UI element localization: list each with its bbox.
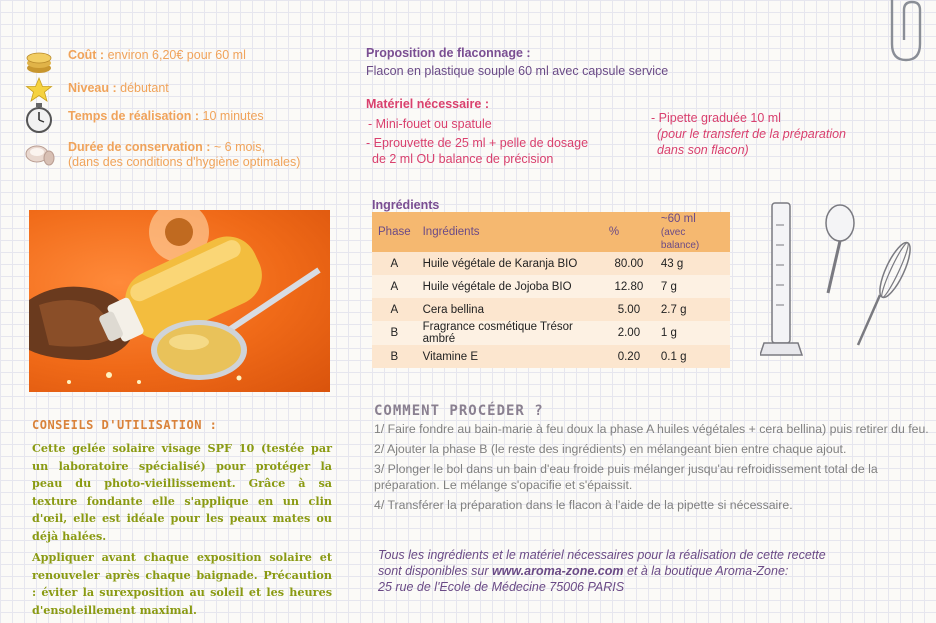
star-icon bbox=[22, 76, 56, 104]
availability-note bbox=[378, 547, 826, 595]
procedure-step: 2/ Ajouter la phase B (le reste des ingrédients) en mélangeant bien entre chaque ajout. bbox=[374, 442, 847, 456]
cell-quantity: 7 g bbox=[655, 275, 730, 298]
graduated-cylinder-icon bbox=[760, 203, 802, 355]
cell-quantity: 43 g bbox=[655, 252, 730, 275]
cell-phase: B bbox=[372, 345, 417, 368]
cell-percent: 0.20 bbox=[603, 345, 655, 368]
conservation-note: (dans des conditions d'hygiène optimales) bbox=[68, 155, 301, 169]
info-level bbox=[22, 76, 169, 104]
table-row bbox=[372, 321, 730, 345]
header-percent: % bbox=[603, 212, 655, 252]
header-phase: Phase bbox=[372, 212, 417, 252]
cell-ingredient: Huile végétale de Karanja BIO bbox=[417, 252, 603, 275]
cream-jar-icon bbox=[22, 140, 56, 168]
table-row bbox=[372, 275, 730, 298]
level-value: débutant bbox=[116, 81, 169, 95]
flaconnage-text: Flacon en plastique souple 60 ml avec capsule service bbox=[366, 64, 669, 78]
stopwatch-icon bbox=[22, 102, 56, 134]
materiel-item-pipette-line1: - Pipette graduée 10 ml bbox=[651, 111, 781, 125]
procedure-title: COMMENT PROCÉDER ? bbox=[374, 403, 544, 419]
cell-percent: 80.00 bbox=[603, 252, 655, 275]
cell-percent: 12.80 bbox=[603, 275, 655, 298]
header-quantity-line2: (avec balance) bbox=[660, 226, 700, 251]
materiel-item-whisk: - Mini-fouet ou spatule bbox=[368, 117, 492, 131]
cell-phase: A bbox=[372, 275, 417, 298]
whisk-icon bbox=[858, 239, 916, 345]
materiel-title: Matériel nécessaire : bbox=[366, 97, 489, 111]
table-row bbox=[372, 252, 730, 275]
conseils-paragraph-1: Cette gelée solaire visage SPF 10 (testée par un laboratoire spécialisé) pour protéger la peau du photo-vieillissement. Grâce à sa texture fondante elle s'applique en un clin d'œil, elle est idéale pour les peaux mates ou déjà halées. bbox=[32, 441, 332, 543]
paper-clip-icon bbox=[880, 0, 930, 66]
availability-line1: Tous les ingrédients et le matériel nécessaires pour la réalisation de cette recette bbox=[378, 548, 826, 562]
cell-quantity: 1 g bbox=[655, 321, 730, 345]
cell-phase: A bbox=[372, 252, 417, 275]
cell-phase: A bbox=[372, 298, 417, 321]
conseils-text bbox=[32, 440, 332, 623]
table-row bbox=[372, 298, 730, 321]
cell-quantity: 0.1 g bbox=[655, 345, 730, 368]
conservation-label: Durée de conservation : bbox=[68, 140, 211, 154]
ingredients-header-row bbox=[372, 212, 730, 252]
materiel-item-cylinder bbox=[366, 135, 588, 167]
materiel-item-cylinder-line1: - Eprouvette de 25 ml + pelle de dosage bbox=[366, 136, 589, 150]
procedure-steps bbox=[374, 421, 929, 517]
conseils-title: CONSEILS D'UTILISATION : bbox=[32, 418, 218, 432]
info-conservation bbox=[22, 140, 300, 170]
availability-line2-post: et à la boutique Aroma-Zone: bbox=[623, 564, 789, 578]
product-photo bbox=[29, 210, 330, 392]
time-value: 10 minutes bbox=[199, 109, 264, 123]
shop-address: 25 rue de l'Ecole de Médecine 75006 PARIS bbox=[378, 580, 625, 594]
flaconnage-title: Proposition de flaconnage : bbox=[366, 46, 531, 60]
conservation-value: ~ 6 mois, bbox=[210, 140, 265, 154]
level-label: Niveau : bbox=[68, 81, 117, 95]
header-quantity bbox=[655, 212, 730, 252]
info-cost bbox=[22, 48, 246, 76]
cell-ingredient: Huile végétale de Jojoba BIO bbox=[417, 275, 603, 298]
cost-label: Coût : bbox=[68, 48, 105, 62]
availability-line2-pre: sont disponibles sur bbox=[378, 564, 492, 578]
cell-phase: B bbox=[372, 321, 417, 345]
time-label: Temps de réalisation : bbox=[68, 109, 200, 123]
table-row bbox=[372, 345, 730, 368]
header-quantity-line1: ~60 ml bbox=[660, 212, 696, 225]
product-photo-illustration bbox=[29, 210, 330, 392]
coins-icon bbox=[22, 48, 56, 76]
procedure-step: 4/ Transférer la préparation dans le flacon à l'aide de la pipette si nécessaire. bbox=[374, 498, 793, 512]
equipment-sketch bbox=[760, 195, 920, 365]
measuring-scoop-icon bbox=[826, 205, 854, 293]
materiel-item-cylinder-line2: de 2 ml OU balance de précision bbox=[372, 152, 554, 166]
cell-quantity: 2.7 g bbox=[655, 298, 730, 321]
conseils-paragraph-2: Appliquer avant chaque exposition solaire et renouveler après chaque baignade. Précaution : éviter la surexposition au soleil et les heures d'ensoleillement maximal. bbox=[32, 550, 332, 617]
materiel-item-pipette bbox=[651, 110, 846, 158]
cell-ingredient: Fragrance cosmétique Trésor ambré bbox=[417, 321, 603, 345]
materiel-item-pipette-line2: (pour le transfert de la préparation bbox=[657, 127, 846, 141]
ingredients-title: Ingrédients bbox=[372, 198, 440, 212]
materiel-item-pipette-line3: dans son flacon) bbox=[657, 143, 749, 157]
ingredients-table bbox=[372, 212, 730, 368]
cost-value: environ 6,20€ pour 60 ml bbox=[104, 48, 246, 62]
cell-percent: 5.00 bbox=[603, 298, 655, 321]
website-link[interactable]: www.aroma-zone.com bbox=[491, 564, 624, 578]
header-ingredients: Ingrédients bbox=[417, 212, 603, 252]
procedure-step: 3/ Plonger le bol dans un bain d'eau froide puis mélanger jusqu'au refroidissement total de la préparation. Le mélange s'opacifie et s'épaissit. bbox=[374, 462, 878, 492]
cell-ingredient: Cera bellina bbox=[417, 298, 603, 321]
cell-percent: 2.00 bbox=[603, 321, 655, 345]
procedure-step: 1/ Faire fondre au bain-marie à feu doux la phase A huiles végétales + cera bellina) puis retirer du feu. bbox=[374, 422, 929, 436]
cell-ingredient: Vitamine E bbox=[417, 345, 603, 368]
info-time bbox=[22, 102, 264, 134]
